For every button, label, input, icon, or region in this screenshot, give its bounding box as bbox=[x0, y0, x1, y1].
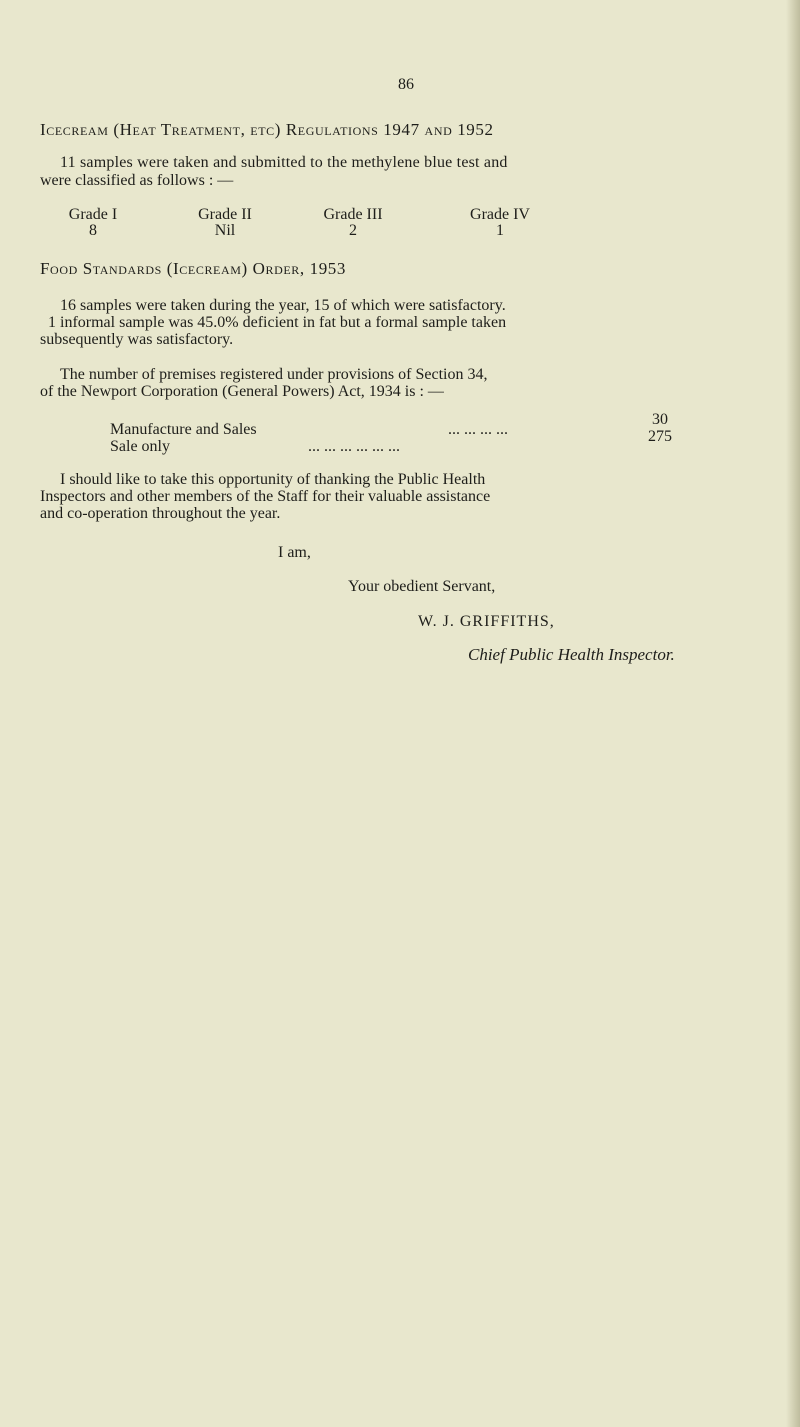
leader-dots: ... ... ... ... bbox=[448, 421, 508, 438]
paragraph-line: 1 informal sample was 45.0% deficient in fat but a formal sample taken bbox=[48, 314, 507, 331]
signatory-name: W. J. GRIFFITHS, bbox=[418, 613, 555, 630]
page-edge-shadow bbox=[786, 0, 800, 1427]
paragraph-line: were classified as follows : — bbox=[40, 172, 234, 189]
paragraph-line: subsequently was satisfactory. bbox=[40, 331, 234, 348]
grade-value: 8 bbox=[89, 222, 97, 239]
grade-value: Nil bbox=[214, 222, 236, 239]
paragraph-line: of the Newport Corporation (General Powers) Act, 1934 is : — bbox=[40, 383, 444, 400]
paragraph-line: 11 samples were taken and submitted to the methylene blue test and bbox=[60, 154, 508, 171]
paragraph-line: and co-operation throughout the year. bbox=[40, 505, 281, 522]
section-heading-food-standards: Food Standards (Icecream) Order, 1953 bbox=[40, 259, 347, 278]
grade-label: Grade IV bbox=[470, 206, 530, 223]
grade-label: Grade II bbox=[198, 206, 252, 223]
closing-salutation: Your obedient Servant, bbox=[348, 578, 496, 595]
premises-row-label: Sale only bbox=[110, 438, 170, 455]
premises-row-label: Manufacture and Sales bbox=[110, 421, 257, 438]
section-heading-icecream-regulations: Icecream (Heat Treatment, etc) Regulations 1947 and 1952 bbox=[40, 120, 494, 139]
page-number: 86 bbox=[398, 76, 414, 93]
premises-row-value: 275 bbox=[648, 428, 672, 445]
grade-label: Grade I bbox=[68, 206, 118, 223]
leader-dots: ... ... ... ... ... ... bbox=[308, 438, 400, 455]
signatory-title: Chief Public Health Inspector. bbox=[468, 645, 675, 664]
grade-value: 1 bbox=[496, 222, 504, 239]
grade-value: 2 bbox=[349, 222, 357, 239]
paragraph-line: 16 samples were taken during the year, 15 of which were satisfactory. bbox=[60, 297, 506, 314]
paragraph-line: The number of premises registered under provisions of Section 34, bbox=[60, 366, 488, 383]
paragraph-line: Inspectors and other members of the Staff for their valuable assistance bbox=[40, 488, 491, 505]
paragraph-line: I should like to take this opportunity of thanking the Public Health bbox=[60, 471, 486, 488]
grade-label: Grade III bbox=[323, 206, 383, 223]
closing-i-am: I am, bbox=[278, 544, 311, 561]
premises-row-value: 30 bbox=[652, 411, 668, 428]
